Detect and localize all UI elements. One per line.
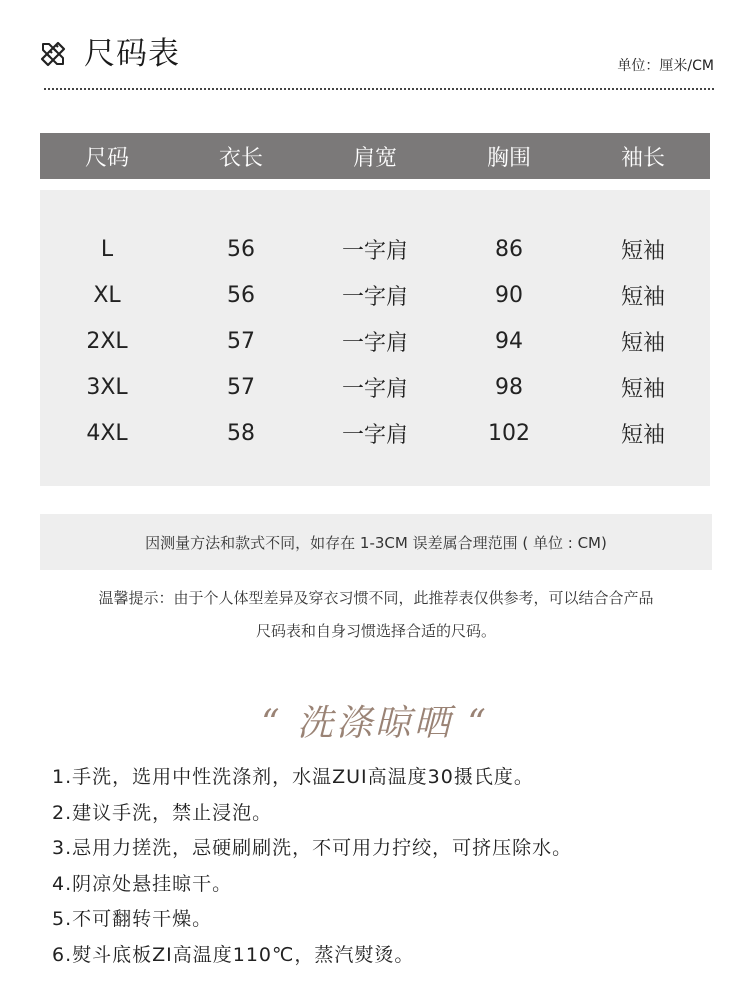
table-cell: 57	[227, 374, 255, 400]
size-table-header	[40, 133, 710, 179]
measurement-note: 因测量方法和款式不同，如存在 1-3CM 误差属合理范围 ( 单位 : CM)	[40, 514, 712, 570]
list-item: 2.建议手洗，禁止浸泡。	[52, 801, 273, 824]
column-header: 胸围	[486, 145, 531, 171]
table-cell: XL	[93, 282, 121, 308]
care-section-title: “ 洗涤晾晒 “	[261, 703, 489, 744]
column-header: 袖长	[620, 145, 665, 171]
table-cell: 一字肩	[341, 284, 408, 310]
table-cell: 3XL	[86, 374, 128, 400]
table-cell: 86	[495, 236, 523, 262]
table-cell: 短袖	[620, 238, 665, 264]
list-item: 4.阴凉处悬挂晾干。	[52, 872, 233, 895]
list-item: 6.熨斗底板ZI高温度110℃，蒸汽熨烫。	[52, 943, 415, 966]
ruler-pencil-icon	[38, 39, 68, 69]
table-row	[40, 280, 710, 310]
table-cell: 98	[495, 374, 523, 400]
size-chart-header	[38, 34, 714, 94]
table-row	[40, 418, 710, 448]
table-cell: 2XL	[86, 328, 128, 354]
table-cell: 4XL	[86, 420, 128, 446]
table-cell: 短袖	[620, 376, 665, 402]
size-tip	[40, 582, 712, 648]
table-cell: 90	[495, 282, 523, 308]
tip-line: 温馨提示：由于个人体型差异及穿衣习惯不同，此推荐表仅供参考，可以结合合产品	[98, 589, 654, 607]
column-header: 尺码	[84, 145, 129, 171]
table-cell: 一字肩	[341, 422, 408, 448]
table-cell: 94	[495, 328, 523, 354]
table-cell: 56	[227, 282, 255, 308]
divider	[44, 88, 714, 90]
column-header: 肩宽	[352, 145, 397, 171]
table-cell: 一字肩	[341, 238, 408, 264]
table-cell: 短袖	[620, 330, 665, 356]
table-cell: 58	[227, 420, 255, 446]
table-cell: 56	[227, 236, 255, 262]
table-cell: 一字肩	[341, 376, 408, 402]
column-header: 衣长	[218, 145, 263, 171]
table-cell: L	[100, 236, 114, 262]
table-cell: 短袖	[620, 422, 665, 448]
table-row	[40, 234, 710, 264]
table-cell: 102	[488, 420, 530, 446]
list-item: 1.手洗，选用中性洗涤剂，水温ZUI高温度30摄氏度。	[52, 766, 534, 788]
care-instructions-list	[52, 760, 732, 973]
table-cell: 一字肩	[341, 330, 408, 356]
tip-line: 尺码表和自身习惯选择合适的尺码。	[255, 622, 496, 640]
table-row	[40, 326, 710, 356]
page-title: 尺码表	[84, 36, 180, 72]
unit-label: 单位：厘米/CM	[617, 58, 714, 74]
list-item: 3.忌用力搓洗，忌硬刷刷洗，不可用力拧绞，可挤压除水。	[52, 837, 573, 859]
list-item: 5.不可翻转干燥。	[52, 908, 213, 930]
table-cell: 短袖	[620, 284, 665, 310]
size-table-body	[40, 190, 710, 486]
table-row	[40, 372, 710, 402]
table-cell: 57	[227, 328, 255, 354]
